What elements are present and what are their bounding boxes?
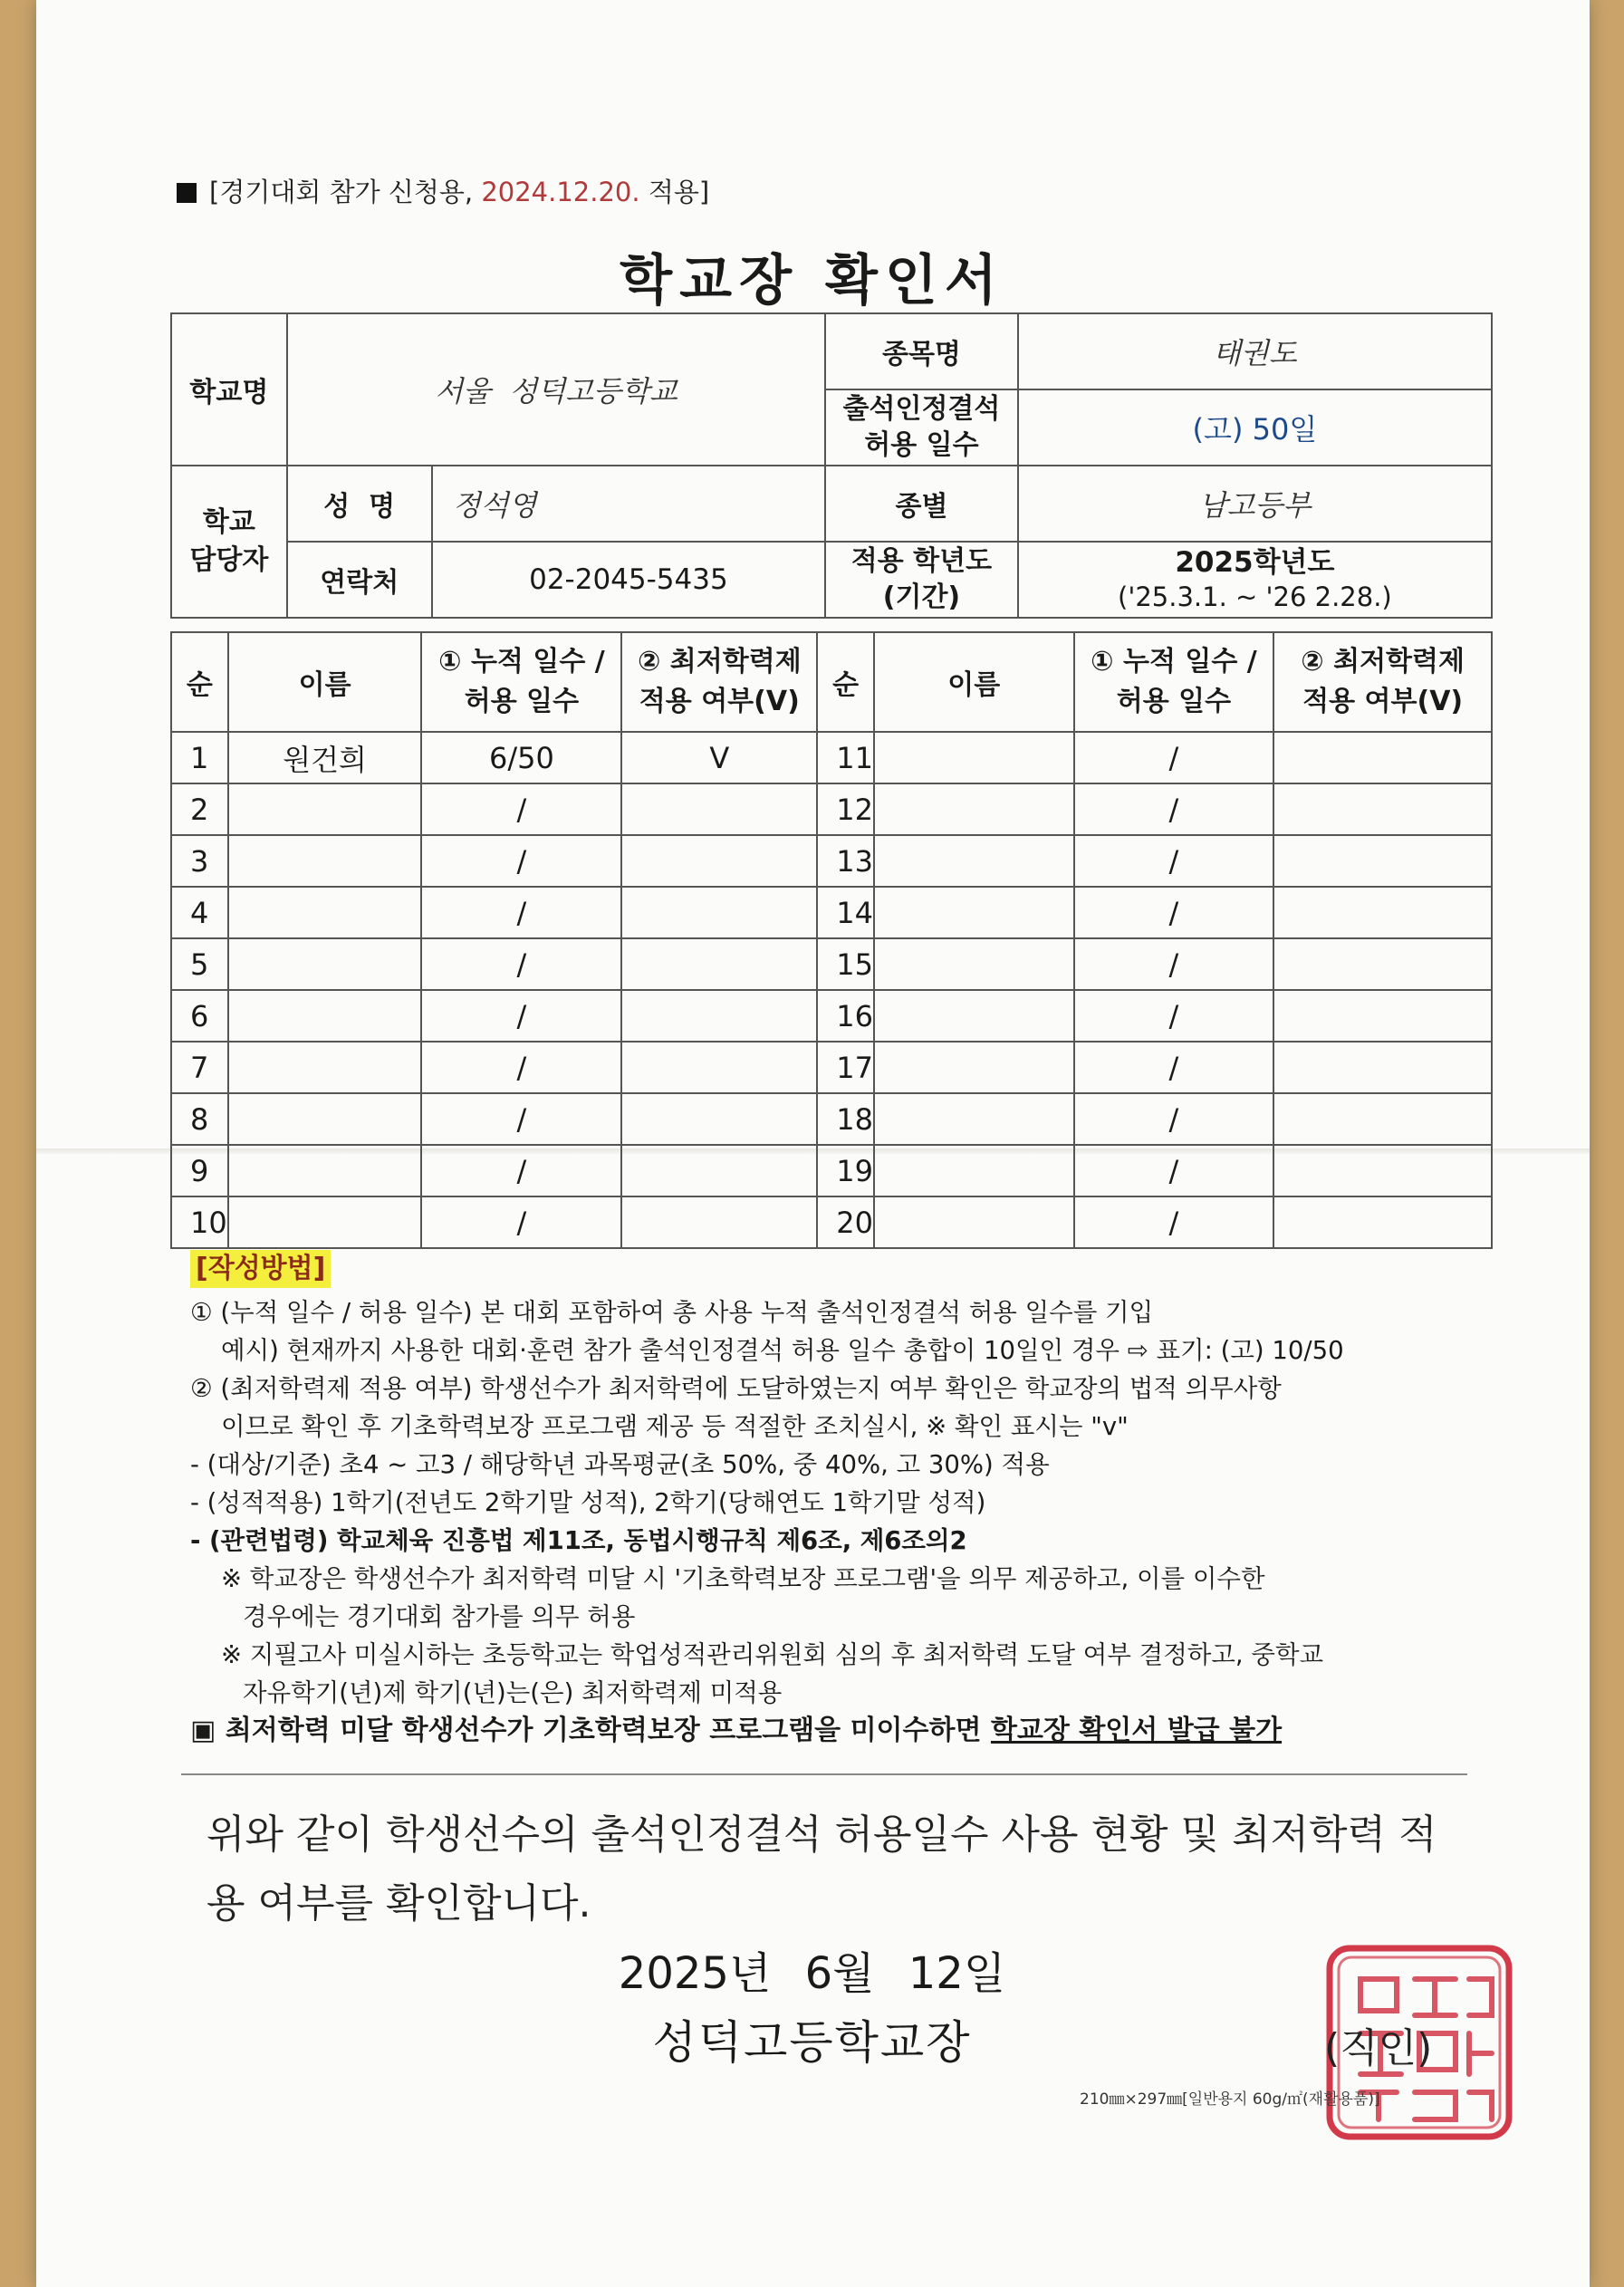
row-applied (1273, 1093, 1492, 1145)
row-number: 16 (817, 990, 874, 1042)
row-name (874, 1042, 1074, 1093)
row-number: 17 (817, 1042, 874, 1093)
col-applied-right: ② 최저학력제 적용 여부(V) (1273, 632, 1492, 732)
row-number: 2 (171, 783, 228, 835)
name-value: 정석영 (432, 466, 825, 542)
row-number: 8 (171, 1093, 228, 1145)
row-name (874, 835, 1074, 887)
row-days: / (421, 938, 621, 990)
row-number: 5 (171, 938, 228, 990)
row-days: / (1074, 1042, 1274, 1093)
event-value: 태권도 (1018, 313, 1492, 389)
row-days: / (1074, 938, 1274, 990)
row-applied (621, 1145, 817, 1196)
method-line: 예시) 현재까지 사용한 대회·훈련 참가 출석인정결석 허용 일수 총합이 10일인 경우 ⇨ 표기: (고) 10/50 (221, 1336, 1344, 1365)
division-label: 종별 (825, 466, 1018, 542)
row-name (874, 1196, 1074, 1248)
row-name (228, 1145, 422, 1196)
method-line: ※ 학교장은 학생선수가 최저학력 미달 시 '기초학력보장 프로그램'을 의무 제공하고, 이를 이수한 (221, 1564, 1265, 1593)
method-line: - (대상/기준) 초4 ~ 고3 / 해당학년 과목평균(초 50%, 중 40%, 고 30%) 적용 (190, 1450, 1050, 1479)
row-name (874, 783, 1074, 835)
col-days-right: ① 누적 일수 / 허용 일수 (1074, 632, 1274, 732)
allowed-days-value: (고) 50일 (1018, 389, 1492, 466)
row-name (874, 1145, 1074, 1196)
method-line: 이므로 확인 후 기초학력보장 프로그램 제공 등 적절한 조치실시, ※ 확인 표시는 "v" (221, 1412, 1129, 1441)
row-number: 20 (817, 1196, 874, 1248)
manager-label: 학교 담당자 (171, 466, 287, 618)
row-number: 12 (817, 783, 874, 835)
row-days: / (421, 990, 621, 1042)
row-name (228, 887, 422, 938)
method-final-line (190, 1712, 1476, 1750)
row-applied (1273, 938, 1492, 990)
divider (181, 1773, 1467, 1775)
row-days: / (421, 1093, 621, 1145)
method-line: ② (최저학력제 적용 여부) 학생선수가 최저학력에 도달하였는지 여부 확인은 학교장의 법적 의무사항 (190, 1374, 1282, 1403)
method-line: 경우에는 경기대회 참가를 의무 허용 (243, 1602, 636, 1631)
row-applied (1273, 783, 1492, 835)
row-applied (621, 1093, 817, 1145)
row-days: 6/50 (421, 732, 621, 783)
col-applied-left: ② 최저학력제 적용 여부(V) (621, 632, 817, 732)
row-number: 18 (817, 1093, 874, 1145)
row-applied (1273, 1145, 1492, 1196)
table-row (171, 1196, 1492, 1248)
division-value: 남고등부 (1018, 466, 1492, 542)
row-name (228, 1042, 422, 1093)
row-applied (1273, 732, 1492, 783)
row-number: 7 (171, 1042, 228, 1093)
method-line: ※ 지필고사 미실시하는 초등학교는 학업성적관리위원회 심의 후 최저학력 도달 여부 결정하고, 중학교 (221, 1640, 1324, 1669)
row-applied (1273, 990, 1492, 1042)
row-number: 9 (171, 1145, 228, 1196)
header-note-suffix: 적용] (648, 177, 710, 207)
page-title: 학교장 확인서 (620, 249, 1004, 312)
row-applied (621, 1196, 817, 1248)
row-days: / (421, 1042, 621, 1093)
row-number: 3 (171, 835, 228, 887)
row-number: 19 (817, 1145, 874, 1196)
row-days: / (421, 1196, 621, 1248)
row-days: / (1074, 783, 1274, 835)
row-number: 14 (817, 887, 874, 938)
method-section (190, 1250, 1476, 1750)
period-value: ('25.3.1. ~ '26 2.28.) (1118, 581, 1392, 612)
row-days: / (1074, 1145, 1274, 1196)
row-name (228, 990, 422, 1042)
row-applied (621, 783, 817, 835)
school-value: 서울 성덕고등학교 (287, 313, 825, 466)
table-row (171, 1093, 1492, 1145)
final-prefix: 최저학력 미달 학생선수가 기초학력보장 프로그램을 미이수하면 (225, 1715, 991, 1746)
row-name (874, 990, 1074, 1042)
table-row (171, 835, 1492, 887)
year-cell (1018, 542, 1492, 618)
table-row (171, 1042, 1492, 1093)
method-line: ① (누적 일수 / 허용 일수) 본 대회 포함하여 총 사용 누적 출석인정결석 허용 일수를 기입 (190, 1298, 1154, 1327)
row-number: 10 (171, 1196, 228, 1248)
row-days: / (1074, 1093, 1274, 1145)
row-applied (1273, 1042, 1492, 1093)
confirmation-statement: 위와 같이 학생선수의 출석인정결석 허용일수 사용 현황 및 최저학력 적용 여부를 확인합니다. (207, 1811, 1437, 1927)
row-days: / (421, 783, 621, 835)
row-number: 15 (817, 938, 874, 990)
school-label: 학교명 (171, 313, 287, 466)
paper-spec-footnote: 210㎜×297㎜[일반용지 60g/㎡(재활용품)] (1080, 2090, 1380, 2109)
arrow-box-icon: ▣ (190, 1715, 226, 1746)
table-row (171, 783, 1492, 835)
issue-date: 2025년 6월 12일 (618, 1948, 1006, 1999)
header-note (177, 172, 709, 209)
row-days: / (1074, 990, 1274, 1042)
row-days: / (421, 887, 621, 938)
method-title: [작성방법] (190, 1250, 331, 1288)
row-name (228, 835, 422, 887)
row-number: 11 (817, 732, 874, 783)
col-no-right: 순 (817, 632, 874, 732)
row-days: / (421, 835, 621, 887)
row-applied (621, 938, 817, 990)
square-bullet-icon (177, 183, 197, 203)
roster-table (170, 631, 1493, 1249)
row-number: 4 (171, 887, 228, 938)
col-name-left: 이름 (228, 632, 422, 732)
contact-value: 02-2045-5435 (432, 542, 825, 618)
row-number: 13 (817, 835, 874, 887)
table-row (171, 1145, 1492, 1196)
row-name (228, 783, 422, 835)
name-label: 성 명 (287, 466, 432, 542)
header-note-prefix: [경기대회 참가 신청용, (209, 177, 474, 207)
event-label: 종목명 (825, 313, 1018, 389)
col-days-left: ① 누적 일수 / 허용 일수 (421, 632, 621, 732)
row-days: / (1074, 835, 1274, 887)
row-name (874, 887, 1074, 938)
col-name-right: 이름 (874, 632, 1074, 732)
info-table (170, 312, 1493, 619)
row-days: / (421, 1145, 621, 1196)
row-applied (1273, 835, 1492, 887)
row-applied (621, 990, 817, 1042)
row-applied (1273, 1196, 1492, 1248)
seal-mark: (직인) (1324, 2025, 1433, 2071)
method-line: 자유학기(년)제 학기(년)는(은) 최저학력제 미적용 (243, 1678, 783, 1707)
row-name (874, 1093, 1074, 1145)
contact-label: 연락처 (287, 542, 432, 618)
row-name (228, 938, 422, 990)
col-no-left: 순 (171, 632, 228, 732)
year-value: 2025학년도 (1175, 546, 1335, 579)
header-note-date: 2024.12.20. (481, 177, 640, 207)
table-row (171, 732, 1492, 783)
table-row (171, 887, 1492, 938)
row-applied (1273, 887, 1492, 938)
row-days: / (1074, 1196, 1274, 1248)
row-applied (621, 835, 817, 887)
row-applied: V (621, 732, 817, 783)
row-name (228, 1093, 422, 1145)
principal-name: 성덕고등학교장 (652, 2016, 972, 2069)
final-emphasis: 학교장 확인서 발급 불가 (990, 1715, 1283, 1746)
row-name (874, 732, 1074, 783)
row-applied (621, 887, 817, 938)
row-days: / (1074, 887, 1274, 938)
row-days: / (1074, 732, 1274, 783)
row-name (874, 938, 1074, 990)
allowed-days-label: 출석인정결석 허용 일수 (825, 389, 1018, 466)
row-name: 원건희 (228, 732, 422, 783)
method-line: - (성적적용) 1학기(전년도 2학기말 성적), 2학기(당해연도 1학기말 성적) (190, 1488, 986, 1517)
table-row (171, 938, 1492, 990)
table-row (171, 990, 1492, 1042)
row-number: 6 (171, 990, 228, 1042)
method-line: - (관련법령) 학교체육 진흥법 제11조, 동법시행규칙 제6조, 제6조의2 (190, 1526, 967, 1555)
year-label: 적용 학년도 (기간) (825, 542, 1018, 618)
row-applied (621, 1042, 817, 1093)
row-number: 1 (171, 732, 228, 783)
row-name (228, 1196, 422, 1248)
